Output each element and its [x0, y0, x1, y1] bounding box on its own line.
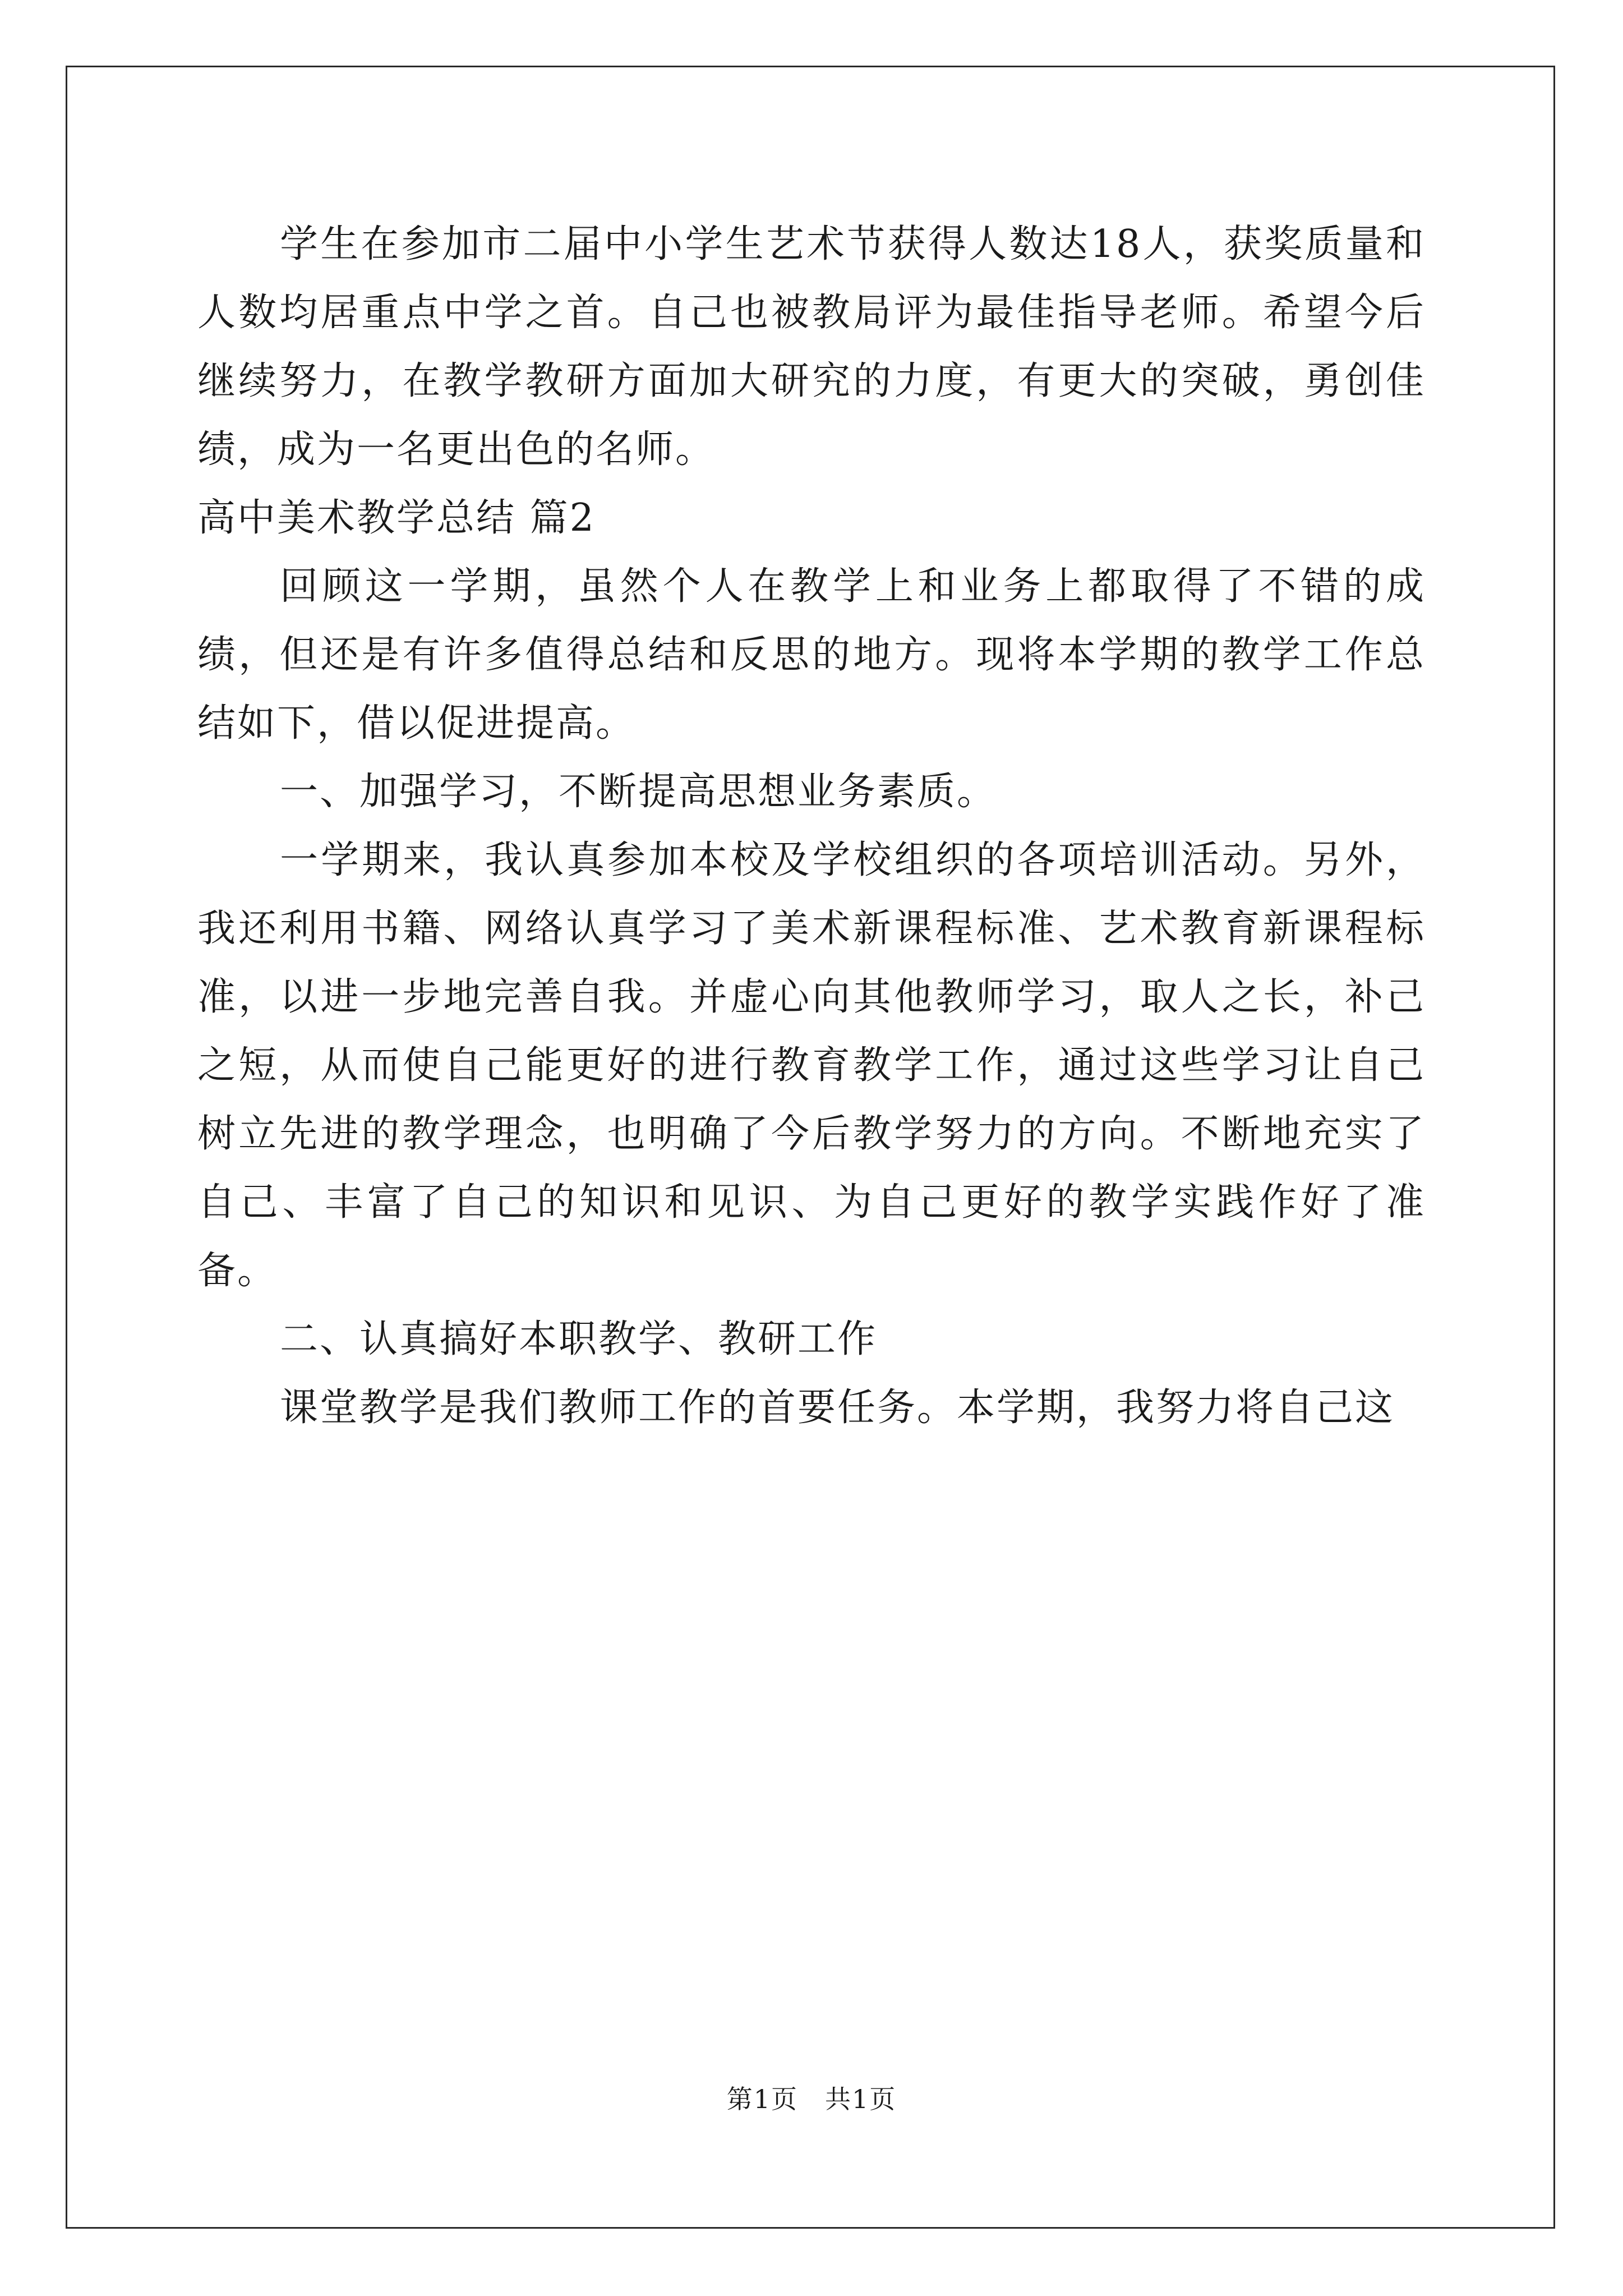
- section-heading: 高中美术教学总结 篇2: [197, 496, 596, 540]
- paragraph-intro: 学生在参加市二届中小学生艺术节获得人数达18人，获奖质量和人数均居重点中学之首。自己也被教局评为最佳指导老师。希望今后继续努力，在教学教研方面加大研究的力度，有更大的突破，勇创佳绩，成为一名更出色的名师。: [197, 222, 1426, 472]
- subheading-study: 一、加强学习，不断提高思想业务素质。: [280, 770, 997, 814]
- document-body: [197, 210, 1426, 1442]
- paragraph-study: 一学期来，我认真参加本校及学校组织的各项培训活动。另外，我还利用书籍、网络认真学习了美术新课程标准、艺术教育新课程标准，以进一步地完善自我。并虚心向其他教师学习，取人之长，补己之短，从而使自己能更好的进行教育教学工作，通过这些学习让自己树立先进的教学理念，也明确了今后教学努力的方向。不断地充实了自己、丰富了自己的知识和见识、为自己更好的教学实践作好了准备。: [197, 838, 1426, 1293]
- paragraph-teaching: 课堂教学是我们教师工作的首要任务。本学期，我努力将自己这: [280, 1386, 1395, 1430]
- subheading-teaching: 二、认真搞好本职教学、教研工作: [280, 1317, 878, 1361]
- paragraph-review: 回顾这一学期，虽然个人在教学上和业务上都取得了不错的成绩，但还是有许多值得总结和反思的地方。现将本学期的教学工作总结如下，借以促进提高。: [197, 564, 1426, 746]
- page-number: 第1页 共1页: [726, 2084, 897, 2114]
